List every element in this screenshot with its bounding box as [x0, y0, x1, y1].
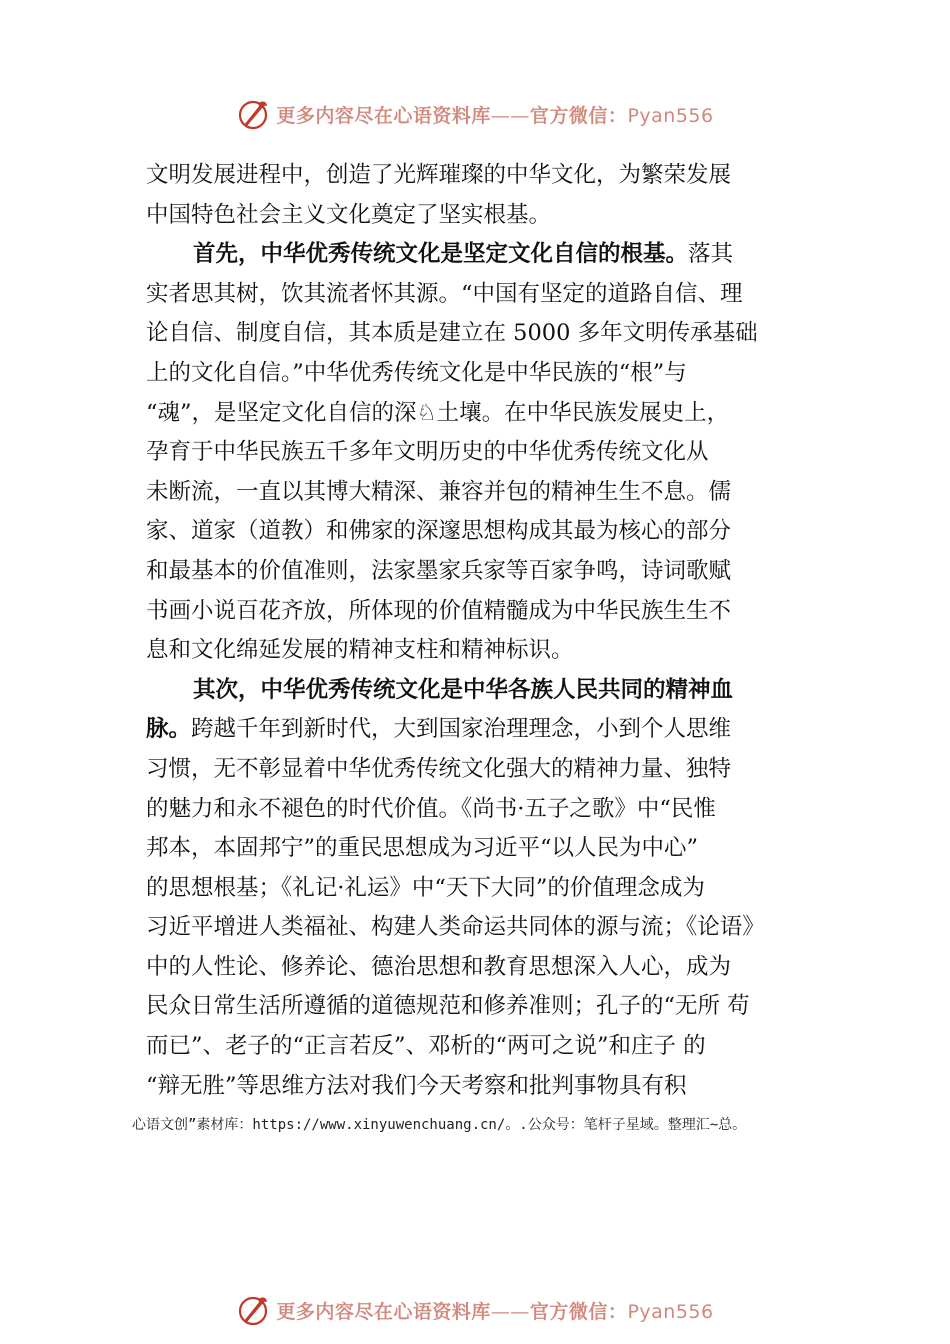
banner-title: 更多内容尽在心语资料库: [276, 104, 491, 127]
line-text: 书画小说百花齐放，所体现的价值精髓成为中华民族生生不: [146, 597, 732, 624]
text-line: [146, 156, 818, 196]
text-line: [146, 869, 818, 909]
line-text: 的魅力和永不褪色的时代价值。《尚书·五子之歌》中“民惟: [146, 795, 716, 822]
text-line: [146, 710, 818, 750]
banner-wechat-label: 官方微信：: [529, 1300, 628, 1323]
document-body: [146, 156, 818, 1106]
header-banner: [0, 92, 950, 136]
text-line: [146, 512, 818, 552]
text-line: [146, 671, 818, 711]
line-text: “魂”，是坚定文化自信的深♘土壤。在中华民族发展史上，: [146, 399, 730, 426]
line-text: 习近平增进人类福祉、构建人类命运共同体的源与流；《论语》: [146, 914, 765, 941]
quill-pen-logo-icon: [236, 97, 270, 131]
line-text: 中的人性论、修养论、德治思想和教育思想深入人心，成为: [146, 953, 732, 980]
line-text: 的思想根基；《礼记·礼运》中“天下大同”的价值理念成为: [146, 874, 705, 901]
text-line: [146, 433, 818, 473]
text-line: [146, 196, 818, 236]
banner-text: [276, 101, 713, 128]
banner-dash: ——: [490, 1300, 530, 1323]
text-line: [146, 354, 818, 394]
line-text: 跨越千年到新时代，大到国家治理理念，小到个人思维: [191, 716, 732, 743]
line-text: 家、道家（道教）和佛家的深邃思想构成其最为核心的部分: [146, 518, 732, 545]
text-line: [146, 631, 818, 671]
line-text: 习惯，无不彰显着中华优秀传统文化强大的精神力量、独特: [146, 755, 732, 782]
text-line: [146, 987, 818, 1027]
line-text: 论自信、制度自信，其本质是建立在 5000 多年文明传承基础: [146, 320, 758, 347]
footer-note: 心语文创”素材库：https://www.xinyuwenchuang.cn/。.公众号：笔杆子星域。整理汇~总。: [132, 1117, 747, 1133]
line-text: 落其: [688, 241, 734, 268]
paragraph-heading: 其次，中华优秀传统文化是中华各族人民共同的精神血: [193, 676, 734, 703]
line-text: 邦本，本固邦宁”的重民思想成为习近平“以人民为中心”: [146, 835, 699, 862]
text-line: [146, 908, 818, 948]
text-line: [146, 790, 818, 830]
line-text: 和最基本的价值准则，法家墨家兵家等百家争鸣，诗词歌赋: [146, 557, 732, 584]
paragraph-heading: 首先，中华优秀传统文化是坚定文化自信的根基。: [193, 241, 689, 268]
text-line: [146, 829, 818, 869]
text-line: [146, 1027, 818, 1067]
text-line: [146, 394, 818, 434]
paragraph-heading: 脉。: [146, 716, 192, 743]
banner-wechat-id: Pyan556: [627, 104, 714, 127]
footer-banner: [0, 1288, 950, 1332]
text-line: [146, 314, 818, 354]
line-text: 未断流，一直以其博大精深、兼容并包的精神生生不息。儒: [146, 478, 732, 505]
text-line: [146, 275, 818, 315]
line-text: 民众日常生活所遵循的道德规范和修养准则；孔子的“无所 苟: [146, 993, 750, 1020]
line-text: 中国特色社会主义文化奠定了坚实根基。: [146, 201, 552, 228]
line-text: “辩无胜”等思维方法对我们今天考察和批判事物具有积: [146, 1072, 687, 1099]
line-text: 而已”、老子的“正言若反”、邓析的“两可之说”和庄子 的: [146, 1033, 706, 1060]
text-line: [146, 592, 818, 632]
line-text: 实者思其树，饮其流者怀其源。“中国有坚定的道路自信、理: [146, 280, 743, 307]
banner-text: [276, 1297, 713, 1324]
banner-wechat-label: 官方微信：: [529, 104, 628, 127]
text-line: [146, 948, 818, 988]
text-line: [146, 1067, 818, 1107]
banner-wechat-id: Pyan556: [627, 1300, 714, 1323]
line-text: 孕育于中华民族五千多年文明历史的中华优秀传统文化从: [146, 439, 709, 466]
line-text: 息和文化绵延发展的精神支柱和精神标识。: [146, 637, 574, 664]
banner-title: 更多内容尽在心语资料库: [276, 1300, 491, 1323]
line-text: 文明发展进程中，创造了光辉璀璨的中华文化，为繁荣发展: [146, 162, 732, 188]
text-line: [146, 750, 818, 790]
text-line: [146, 473, 818, 513]
banner-dash: ——: [490, 104, 530, 127]
line-text: 上的文化自信。”中华优秀传统文化是中华民族的“根”与: [146, 359, 687, 386]
quill-pen-logo-icon: [236, 1293, 270, 1327]
text-line: [146, 235, 818, 275]
text-line: [146, 552, 818, 592]
